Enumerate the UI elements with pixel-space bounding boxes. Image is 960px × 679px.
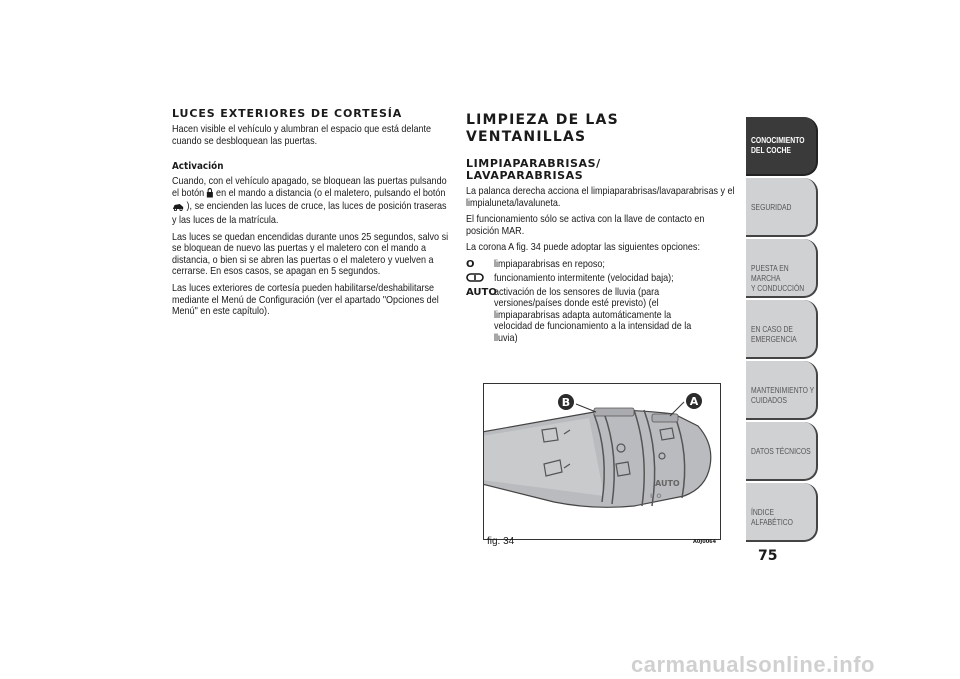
- activation-text-a: Cuando, con el vehículo apagado, se bloquean las puertas pulsando el botón: [172, 175, 447, 199]
- tab-label: CONOCIMIENTO DEL COCHE: [751, 135, 805, 155]
- tab-puesta-en-marcha[interactable]: [746, 239, 818, 298]
- tab-emergencia[interactable]: [746, 300, 818, 359]
- lever-off-text: O: [656, 493, 662, 500]
- option-intermittent: [466, 273, 738, 285]
- tab-datos-tecnicos[interactable]: [746, 422, 818, 481]
- option-off: [466, 259, 738, 271]
- label-a: A: [689, 395, 699, 408]
- subtitle-line-2: LAVAPARABRISAS: [466, 169, 584, 182]
- figure-caption: fig. 34: [487, 536, 515, 547]
- label-b: B: [561, 396, 571, 409]
- options-intro-paragraph: La corona A fig. 34 puede adoptar las siguientes opciones:: [466, 241, 700, 254]
- figure-wiper-lever: [483, 383, 721, 540]
- tab-conocimiento[interactable]: [746, 117, 818, 176]
- section-title-window-cleaning: LIMPIEZA DE LAS VENTANILLAS: [466, 112, 619, 145]
- option-auto: [466, 287, 738, 345]
- tab-label: SEGURIDAD: [751, 202, 792, 212]
- option-intermittent-text: funcionamiento intermitente (velocidad baja);: [494, 271, 674, 284]
- tab-label: MANTENIMIENTO Y CUIDADOS: [751, 385, 815, 405]
- tab-mantenimiento[interactable]: [746, 361, 818, 420]
- tab-label: EN CASO DE EMERGENCIA: [751, 324, 797, 344]
- tab-seguridad[interactable]: [746, 178, 818, 237]
- option-off-symbol: O: [466, 258, 475, 270]
- activation-text-c: ), se encienden las luces de cruce, las luces de posición traseras y las luces de la matrícula.: [172, 200, 447, 226]
- menu-paragraph: Las luces exteriores de cortesía pueden habilitarse/deshabilitarse mediante el Menú de Configuración (ver el apartado "Opciones del Menú" en este capítulo).: [172, 281, 439, 318]
- wiper-lever-illustration: [484, 384, 720, 539]
- activation-text-b: en el mando a distancia (o el maletero, pulsando el botón: [216, 186, 446, 199]
- page-number: 75: [758, 548, 778, 564]
- activation-heading: Activación: [172, 161, 224, 173]
- tab-label: PUESTA EN MARCHA Y CONDUCCIÓN: [751, 263, 805, 293]
- subtitle-line-1: LIMPIAPARABRISAS/: [466, 157, 601, 170]
- watermark: carmanualsonline.info: [631, 652, 875, 677]
- lock-icon: [207, 188, 214, 202]
- intermittent-wiper-icon: [466, 274, 484, 285]
- lever-paragraph: La palanca derecha acciona el limpiaparabrisas/lavaparabrisas y el limpialuneta/lavaluneta.: [466, 185, 735, 209]
- tab-indice[interactable]: [746, 483, 818, 542]
- tab-label: DATOS TÉCNICOS: [751, 446, 811, 456]
- right-column: [466, 112, 738, 347]
- section-title-courtesy-lights: LUCES EXTERIORES DE CORTESÍA: [172, 107, 403, 120]
- svg-text:I O: [650, 493, 661, 500]
- option-off-text: limpiaparabrisas en reposo;: [494, 257, 605, 270]
- chapter-tabs: [746, 117, 818, 544]
- left-column: [172, 107, 452, 323]
- option-auto-text: activación de los sensores de lluvia (para versiones/países donde esté previsto) (el limpiaparabrisas adapta automáticamente la velocidad de funcionamiento a la intensidad de la lluvia): [494, 285, 692, 344]
- intro-paragraph: Hacen visible el vehículo y alumbran el espacio que está delante cuando se desbloquean las puertas.: [172, 123, 432, 147]
- lever-auto-text: AUTO: [655, 479, 680, 488]
- figure-code: A0J0064: [693, 539, 717, 545]
- ignition-paragraph: El funcionamiento sólo se activa con la llave de contacto en posición MAR.: [466, 213, 705, 237]
- duration-paragraph: Las luces se quedan encendidas durante unos 25 segundos, salvo si se bloquean de nuevo las puertas y el maletero con el mando a distancia, o bien si se abren las puertas o el maletero y vuelven a cerrarse. En esos casos, se apagan en 5 segundos.: [172, 230, 449, 278]
- subsection-title: [466, 158, 738, 182]
- activation-paragraph: [172, 176, 451, 226]
- option-auto-symbol: AUTO: [466, 286, 497, 298]
- lever-int-text: I: [650, 493, 653, 500]
- tab-label: ÍNDICE ALFABÉTICO: [751, 507, 793, 527]
